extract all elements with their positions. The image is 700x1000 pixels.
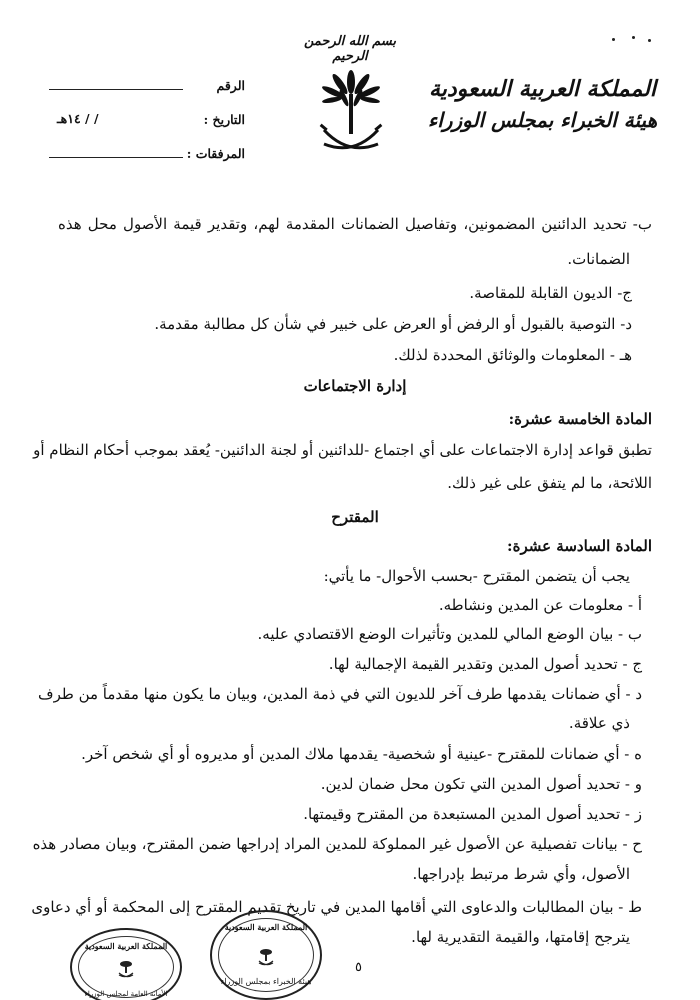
authority-name: هيئة الخبراء بمجلس الوزراء xyxy=(427,107,658,132)
item-h2-line-1: ح - بيانات تفصيلية عن الأصول غير المملوكة للمدين المراد إدراجها ضمن المقترح، وبيان مصادر هذه xyxy=(32,835,642,853)
item-d-line-1: د - أي ضمانات يقدمها طرف آخر للديون التي في ذمة المدين، وبيان ما يكون منها مقدماً من طرف xyxy=(38,685,642,703)
article-16-intro: يجب أن يتضمن المقترح -بحسب الأحوال- ما يأتي: xyxy=(323,567,630,585)
stamp-emblem-icon xyxy=(117,959,135,979)
official-stamp-right xyxy=(210,910,322,1000)
stamp-left-bottom-text: الأمانة العامة لمجلس الوزراء xyxy=(84,989,168,998)
item-h2-line-2: الأصول، وأي شرط مرتبط بإدراجها. xyxy=(412,865,630,883)
clause-j: ج- الديون القابلة للمقاصة. xyxy=(469,284,632,302)
number-label: الرقم xyxy=(216,78,245,93)
organization-header xyxy=(415,74,670,135)
clause-b-line-1: ب- تحديد الدائنين المضمونين، وتفاصيل الضمانات المقدمة لهم، وتقدير قيمة الأصول محل هذه xyxy=(58,215,652,233)
official-stamp-left xyxy=(70,928,182,1000)
palm-swords-emblem-icon xyxy=(318,60,384,166)
reference-date-row xyxy=(45,112,245,146)
reference-number-row xyxy=(45,78,245,112)
section-heading-meetings: إدارة الاجتماعات xyxy=(303,377,407,395)
article-16-heading: المادة السادسة عشرة: xyxy=(507,537,652,555)
page-number: ٥ xyxy=(355,960,362,975)
date-value: / / ١٤هـ xyxy=(57,111,99,126)
item-j: ج - تحديد أصول المدين وتقدير القيمة الإجمالية لها. xyxy=(328,655,642,673)
corner-marks xyxy=(612,36,652,44)
item-t-line-2: يترجح إقامتها، والقيمة التقديرية لها. xyxy=(411,928,630,946)
item-t-line-1: ط - بيان المطالبات والدعاوى التي أقامها المدين في تاريخ تقديم المقترح إلى المحكمة أو أي دعاوى xyxy=(31,898,642,916)
stamp-emblem-icon xyxy=(257,947,275,967)
item-z: ز - تحديد أصول المدين المستبعدة من المقترح وقيمتها. xyxy=(303,805,642,823)
stamp-right-bottom-text: هيئة الخبراء بمجلس الوزراء xyxy=(220,977,312,986)
item-h: ه - أي ضمانات للمقترح -عينية أو شخصية- يقدمها ملاك المدين أو مديروه أو أي شخص آخر. xyxy=(81,745,642,763)
stamp-right-top-text: المملكة العربية السعودية xyxy=(224,922,308,932)
country-name: المملكة العربية السعودية xyxy=(428,76,657,102)
item-a: أ - معلومات عن المدين ونشاطه. xyxy=(438,596,642,614)
attachments-label: المرفقات : xyxy=(186,146,245,161)
reference-attachments-row xyxy=(45,146,245,180)
date-label: التاريخ : xyxy=(203,112,245,127)
item-b: ب - بيان الوضع المالي للمدين وتأثيرات الوضع الاقتصادي عليه. xyxy=(257,625,642,643)
article-15-heading: المادة الخامسة عشرة: xyxy=(508,410,652,428)
clause-h: هـ - المعلومات والوثائق المحددة لذلك. xyxy=(393,346,632,364)
article-15-line-2: اللائحة، ما لم يتفق على غير ذلك. xyxy=(447,474,652,492)
attachments-blank-line xyxy=(49,157,183,158)
clause-d: د- التوصية بالقبول أو الرفض أو العرض على خبير في شأن كل مطالبة مقدمة. xyxy=(154,315,632,333)
reference-block xyxy=(45,78,245,180)
section-heading-proposal: المقترح xyxy=(331,508,379,526)
item-w: و - تحديد أصول المدين التي تكون محل ضمان لدين. xyxy=(320,775,642,793)
article-15-line-1: تطبق قواعد إدارة الاجتماعات على أي اجتماع -للدائنين أو لجنة الدائنين- يُعقد بموجب أحكام النظام أو xyxy=(33,441,652,459)
basmala: بسم الله الرحمن الرحيم xyxy=(304,34,396,64)
stamp-left-top-text: المملكة العربية السعودية xyxy=(84,941,168,951)
item-d-line-2: ذي علاقة. xyxy=(568,714,630,732)
clause-b-line-2: الضمانات. xyxy=(567,250,630,268)
number-blank-line xyxy=(49,89,183,90)
